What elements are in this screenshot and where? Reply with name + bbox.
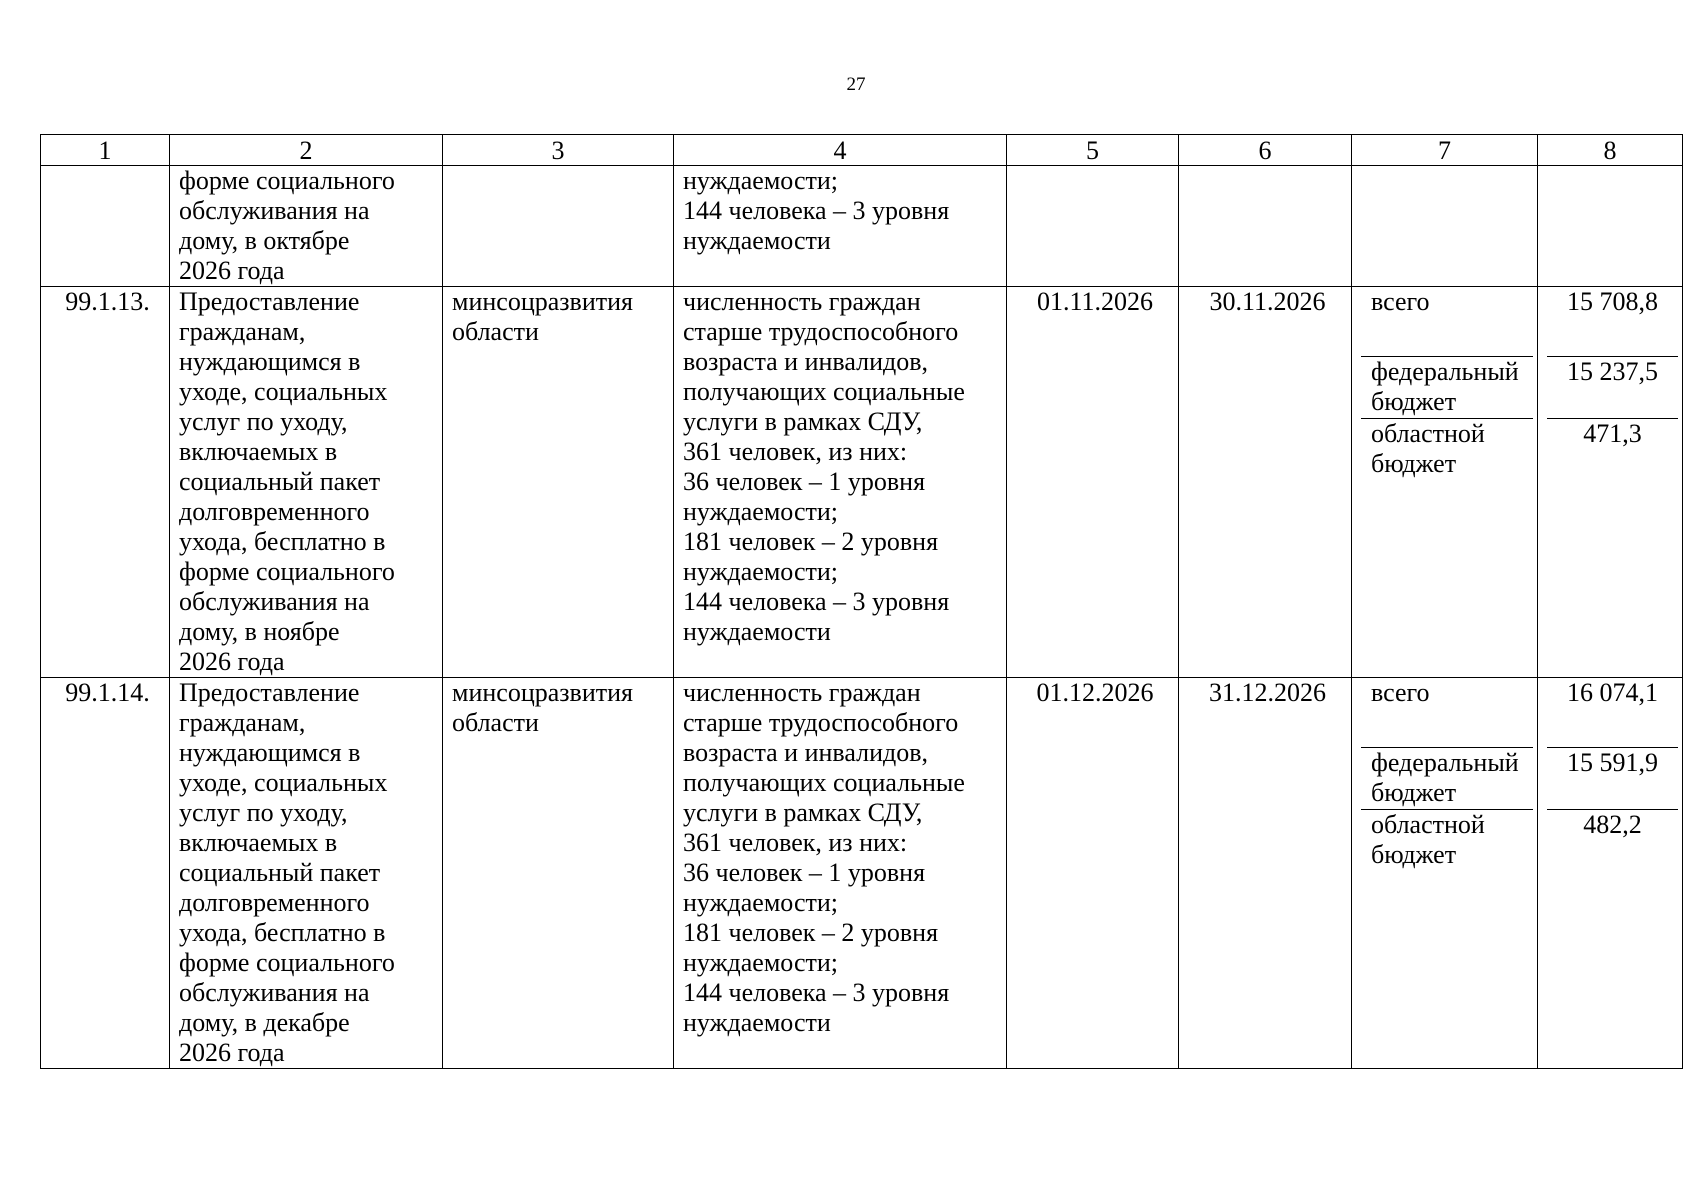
text-line: уходе, социальных	[179, 768, 388, 797]
text-line: 2026 года	[179, 647, 285, 676]
text-line: социальный пакет	[179, 467, 381, 496]
text-line: услуг по уходу,	[179, 407, 348, 436]
text-line: получающих социальные	[683, 768, 965, 797]
text-line: Предоставление	[179, 287, 360, 316]
text-line: федеральный	[1371, 357, 1519, 386]
page-number: 27	[846, 74, 866, 95]
cell-amount	[1538, 166, 1683, 287]
cell-description	[170, 166, 443, 287]
cell-amount	[1538, 678, 1683, 1069]
cell-indicator	[674, 287, 1007, 678]
text-line: численность граждан	[683, 678, 921, 707]
text-line: услуг по уходу,	[179, 798, 348, 827]
text-line: области	[452, 317, 539, 346]
text-line: областной	[1371, 810, 1485, 839]
text-line: нуждаемости;	[683, 557, 838, 586]
column-header-1: 1	[41, 135, 170, 166]
text-line: нуждаемости;	[683, 166, 838, 195]
text-line: получающих социальные	[683, 377, 965, 406]
text-line: нуждаемости	[683, 617, 831, 646]
text-line: численность граждан	[683, 287, 921, 316]
amount-regional: 482,2	[1583, 810, 1642, 839]
funding-source-federal	[1361, 748, 1533, 810]
cell-funding-source	[1352, 287, 1538, 678]
amount-total: 15 708,8	[1547, 287, 1678, 357]
text-line: нуждающимся в	[179, 347, 361, 376]
text-line: возраста и инвалидов,	[683, 347, 929, 376]
text-line: обслуживания на	[179, 587, 370, 616]
amount-regional: 471,3	[1583, 419, 1642, 448]
funding-source-regional	[1361, 419, 1533, 479]
text-line: минсоцразвития	[452, 678, 633, 707]
text-line: включаемых в	[179, 437, 338, 466]
column-header-8: 8	[1538, 135, 1683, 166]
column-header-6: 6	[1179, 135, 1352, 166]
cell-start-date: 01.12.2026	[1007, 678, 1179, 1069]
text-line: 144 человека – 3 уровня	[683, 587, 950, 616]
cell-start-date	[1007, 166, 1179, 287]
cell-description	[170, 678, 443, 1069]
text-line: уходе, социальных	[179, 377, 388, 406]
header-row	[41, 135, 1683, 166]
text-line: нуждаемости;	[683, 888, 838, 917]
text-line: форме социального	[179, 948, 395, 977]
activities-table	[40, 134, 1683, 1069]
text-line: бюджет	[1371, 449, 1457, 478]
amount-federal: 15 237,5	[1547, 357, 1678, 419]
cell-end-date: 30.11.2026	[1179, 287, 1352, 678]
text-line: включаемых в	[179, 828, 338, 857]
cell-code: 99.1.14.	[41, 678, 170, 1069]
text-line: области	[452, 708, 539, 737]
text-line: 144 человека – 3 уровня	[683, 978, 950, 1007]
table-row	[41, 678, 1683, 1069]
text-line: ухода, бесплатно в	[179, 527, 386, 556]
funding-source-federal	[1361, 357, 1533, 419]
cell-end-date	[1179, 166, 1352, 287]
text-line: форме социального	[179, 557, 395, 586]
text-line: нуждающимся в	[179, 738, 361, 767]
funding-source-total	[1361, 678, 1533, 748]
text-line: гражданам,	[179, 317, 306, 346]
cell-executor	[443, 166, 674, 287]
cell-funding-source	[1352, 678, 1538, 1069]
cell-indicator	[674, 678, 1007, 1069]
text-line: услуги в рамках СДУ,	[683, 407, 923, 436]
cell-executor	[443, 287, 674, 678]
cell-indicator	[674, 166, 1007, 287]
text-line: 181 человек – 2 уровня	[683, 527, 939, 556]
text-line: долговременного	[179, 497, 370, 526]
text-line: областной	[1371, 419, 1485, 448]
text-line: 2026 года	[179, 256, 285, 285]
amount-federal: 15 591,9	[1547, 748, 1678, 810]
text-line: 361 человек, из них:	[683, 437, 908, 466]
text-line: 144 человека – 3 уровня	[683, 196, 950, 225]
text-line: 181 человек – 2 уровня	[683, 918, 939, 947]
text-line: дому, в октябре	[179, 226, 350, 255]
text-line: дому, в ноябре	[179, 617, 340, 646]
text-line: бюджет	[1371, 778, 1457, 807]
text-line: услуги в рамках СДУ,	[683, 798, 923, 827]
text-line: бюджет	[1371, 840, 1457, 869]
text-line: старше трудоспособного	[683, 708, 959, 737]
text-line: долговременного	[179, 888, 370, 917]
text-line: бюджет	[1371, 387, 1457, 416]
text-line: нуждаемости;	[683, 948, 838, 977]
text-line: Предоставление	[179, 678, 360, 707]
text-line: 2026 года	[179, 1038, 285, 1067]
cell-executor	[443, 678, 674, 1069]
table-row	[41, 287, 1683, 678]
column-header-5: 5	[1007, 135, 1179, 166]
cell-code: 99.1.13.	[41, 287, 170, 678]
text-line: нуждаемости	[683, 226, 831, 255]
text-line: гражданам,	[179, 708, 306, 737]
text-line: минсоцразвития	[452, 287, 633, 316]
column-header-4: 4	[674, 135, 1007, 166]
cell-description	[170, 287, 443, 678]
amount-total: 16 074,1	[1547, 678, 1678, 748]
text-line: ухода, бесплатно в	[179, 918, 386, 947]
text-line: всего	[1371, 678, 1430, 707]
text-line: нуждаемости;	[683, 497, 838, 526]
text-line: обслуживания на	[179, 196, 370, 225]
text-line: нуждаемости	[683, 1008, 831, 1037]
text-line: 36 человек – 1 уровня	[683, 467, 926, 496]
cell-funding-source	[1352, 166, 1538, 287]
text-line: дому, в декабре	[179, 1008, 350, 1037]
column-header-3: 3	[443, 135, 674, 166]
text-line: возраста и инвалидов,	[683, 738, 929, 767]
text-line: социальный пакет	[179, 858, 381, 887]
text-line: 361 человек, из них:	[683, 828, 908, 857]
table-row-continuation	[41, 166, 1683, 287]
text-line: 36 человек – 1 уровня	[683, 858, 926, 887]
text-line: старше трудоспособного	[683, 317, 959, 346]
column-header-2: 2	[170, 135, 443, 166]
funding-source-total	[1361, 287, 1533, 357]
text-line: форме социального	[179, 166, 395, 195]
funding-source-regional	[1361, 810, 1533, 870]
text-line: всего	[1371, 287, 1430, 316]
cell-code	[41, 166, 170, 287]
text-line: федеральный	[1371, 748, 1519, 777]
column-header-7: 7	[1352, 135, 1538, 166]
text-line: обслуживания на	[179, 978, 370, 1007]
cell-amount	[1538, 287, 1683, 678]
cell-start-date: 01.11.2026	[1007, 287, 1179, 678]
cell-end-date: 31.12.2026	[1179, 678, 1352, 1069]
